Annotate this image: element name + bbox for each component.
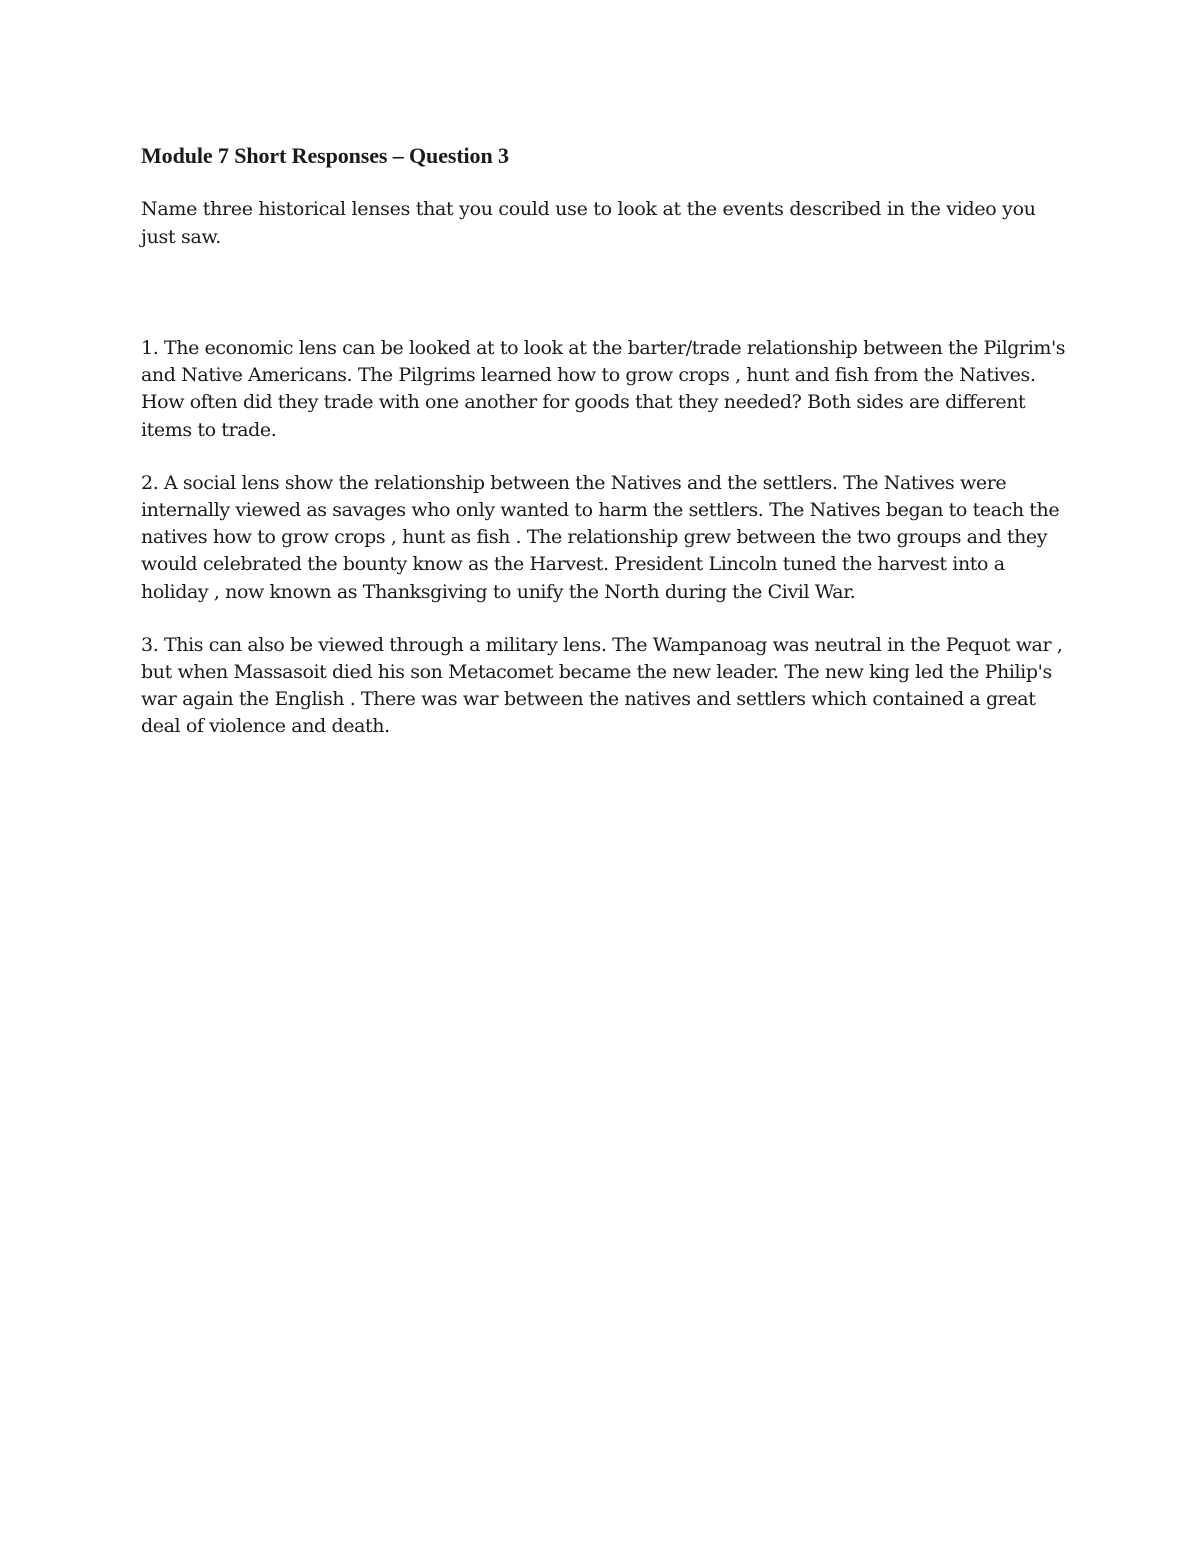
answer-military-lens: 3. This can also be viewed through a military lens. The Wampanoag was neutral in the Pequot war , but when Massasoit died his son Metacomet became the new leader. The new king led the Philip's war again the English . There was war between the natives and settlers which contained a great deal of violence and death. (141, 633, 1063, 738)
answer-social-lens: 2. A social lens show the relationship between the Natives and the settlers. The Natives were internally viewed as savages who only wanted to harm the settlers. The Natives began to teach the natives how to grow crops , hunt as fish . The relationship grew between the two groups and they would celebrated the bounty know as the Harvest. President Lincoln tuned the harvest into a holiday , now known as Thanksgiving to unify the North during the Civil War. (141, 471, 1060, 603)
document-title: Module 7 Short Responses – Question 3 (141, 143, 509, 168)
answer-list (141, 335, 1066, 741)
answer-economic-lens: 1. The economic lens can be looked at to look at the barter/trade relationship between the Pilgrim's and Native Americans. The Pilgrims learned how to grow crops , hunt and fish from the Natives. How often did they trade with one another for goods that they needed? Both sides are different items to trade. (141, 337, 1066, 441)
document-page (141, 142, 1066, 767)
question-prompt: Name three historical lenses that you could use to look at the events described in the video you just saw. (141, 198, 1036, 248)
